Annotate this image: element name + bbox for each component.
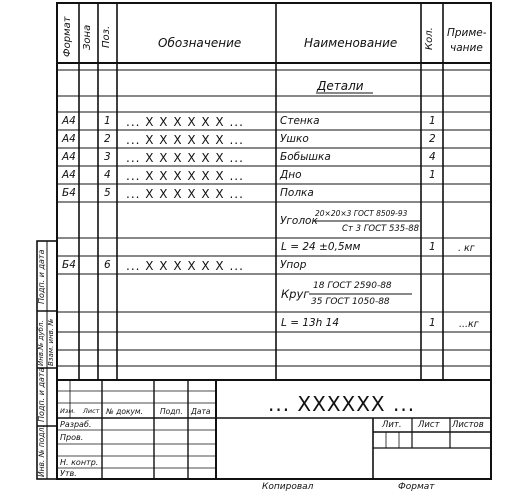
header-note-1: Приме- bbox=[447, 27, 487, 39]
row-designation: ... X X X X X X ... bbox=[126, 169, 244, 183]
row-6-name: Упор bbox=[280, 259, 307, 271]
tb-sheets: Листов bbox=[452, 420, 484, 430]
row-pos: 5 bbox=[104, 187, 111, 199]
side-label-podp-data-2: Подп. и дата bbox=[37, 367, 46, 422]
length-1-qty: 1 bbox=[429, 241, 436, 253]
row-name: Бобышка bbox=[280, 151, 331, 163]
row-format: A4 bbox=[62, 169, 76, 181]
row-pos: 2 bbox=[104, 133, 111, 145]
footer-copied: Копировал bbox=[262, 482, 314, 492]
header-note-2: чание bbox=[450, 42, 483, 54]
tb-col-data: Дата bbox=[191, 407, 211, 416]
row-6-format: Б4 bbox=[62, 259, 76, 271]
row-qty: 4 bbox=[429, 151, 436, 163]
row-format: A4 bbox=[62, 133, 76, 145]
side-label-podp-data: Подп. и дата bbox=[37, 249, 46, 304]
header-format: Формат bbox=[62, 16, 73, 57]
row-pos: 1 bbox=[104, 115, 111, 127]
tb-utv: Утв. bbox=[60, 469, 77, 478]
tb-razrab: Разраб. bbox=[60, 420, 92, 429]
krug-numerator: 18 ГОСТ 2590-88 bbox=[313, 281, 392, 291]
side-label-inv-podl: Инв. № подл. bbox=[37, 425, 46, 477]
length-2-qty: 1 bbox=[429, 317, 436, 329]
row-qty: 2 bbox=[429, 133, 436, 145]
row-pos: 3 bbox=[104, 151, 111, 163]
tb-col-list: Лист bbox=[83, 407, 100, 415]
length-1-text: L = 24 ±0,5мм bbox=[281, 241, 361, 253]
row-name: Ушко bbox=[280, 133, 309, 145]
ugolok-denominator: Ст 3 ГОСТ 535-88 bbox=[342, 224, 420, 234]
length-2-note: ...кг bbox=[459, 319, 479, 330]
row-format: A4 bbox=[62, 151, 76, 163]
length-2-text: L = 13h 14 bbox=[281, 317, 340, 329]
krug-denominator: 35 ГОСТ 1050-88 bbox=[311, 297, 390, 307]
row-name: Дно bbox=[280, 169, 302, 181]
krug-label: Круг bbox=[281, 287, 310, 301]
row-name: Стенка bbox=[280, 115, 320, 127]
tb-col-podp: Подп. bbox=[160, 407, 183, 416]
header-qty: Кол. bbox=[424, 27, 435, 50]
ugolok-numerator: 20×20×3 ГОСТ 8509-93 bbox=[315, 209, 408, 218]
section-title: Детали bbox=[317, 79, 364, 93]
row-qty: 1 bbox=[429, 115, 436, 127]
header-pos: Поз. bbox=[101, 25, 112, 48]
side-label-inv-dubl: Инв.№ дубл. bbox=[37, 320, 45, 366]
row-6-pos: 6 bbox=[104, 259, 111, 271]
row-pos: 4 bbox=[104, 169, 111, 181]
tb-designation: ... XXXXXX ... bbox=[268, 392, 416, 416]
length-1-note: . кг bbox=[458, 243, 475, 254]
row-designation: ... X X X X X X ... bbox=[126, 151, 244, 165]
row-designation: ... X X X X X X ... bbox=[126, 187, 244, 201]
tb-col-izm: Изм. bbox=[60, 407, 76, 415]
row-designation: ... X X X X X X ... bbox=[126, 133, 244, 147]
row-designation: ... X X X X X X ... bbox=[126, 115, 244, 129]
header-zone: Зона bbox=[82, 24, 93, 50]
tb-n-kontr: Н. контр. bbox=[60, 458, 99, 467]
row-format: A4 bbox=[62, 115, 76, 127]
row-name: Полка bbox=[280, 187, 314, 199]
tb-lit: Лит. bbox=[382, 420, 402, 430]
footer-format: Формат bbox=[398, 482, 435, 492]
tb-prov: Пров. bbox=[60, 433, 84, 442]
header-designation: Обозначение bbox=[158, 36, 242, 50]
row-6-designation: ... X X X X X X ... bbox=[126, 259, 244, 273]
row-qty: 1 bbox=[429, 169, 436, 181]
header-name: Наименование bbox=[304, 36, 398, 50]
ugolok-label: Уголок bbox=[280, 215, 318, 227]
row-format: Б4 bbox=[62, 187, 76, 199]
tb-col-doc: № докум. bbox=[106, 407, 143, 416]
side-label-vzam-inv: Взам. инв. № bbox=[47, 318, 55, 366]
tb-sheet: Лист bbox=[418, 420, 440, 430]
